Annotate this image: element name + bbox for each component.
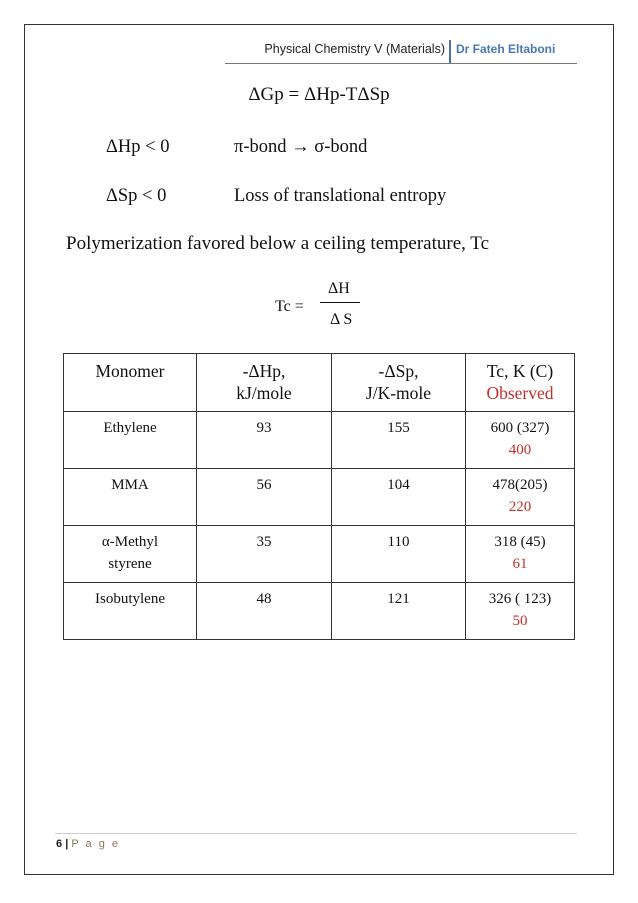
tc-numerator: ΔH: [328, 280, 350, 297]
table-header-row: [64, 354, 575, 412]
ceiling-temperature-table: [63, 353, 575, 640]
page-number: 6: [56, 838, 63, 850]
bond-conversion: π-bond → σ-bond: [234, 137, 368, 157]
tc-label: Tc =: [275, 298, 304, 315]
page-word: P a g e: [71, 838, 120, 850]
cell-tc: 600 (327) 400: [466, 412, 575, 469]
entropy-condition: ΔSp < 0: [106, 186, 167, 206]
fraction-bar: [320, 302, 360, 303]
entropy-explanation: Loss of translational entropy: [234, 186, 447, 206]
cell-monomer: Isobutylene: [64, 583, 197, 640]
cell-entropy: 155: [332, 412, 466, 469]
cell-monomer: MMA: [64, 469, 197, 526]
cell-monomer: α-Methyl styrene: [64, 526, 197, 583]
enthalpy-condition: ΔHp < 0: [106, 137, 170, 157]
cell-enthalpy: 35: [197, 526, 332, 583]
cell-enthalpy: 56: [197, 469, 332, 526]
header-tc: Tc, K (C) Observed: [466, 354, 575, 412]
header-enthalpy: -ΔHp, kJ/mole: [197, 354, 332, 412]
cell-tc: 478(205) 220: [466, 469, 575, 526]
header-monomer: Monomer: [64, 354, 197, 412]
table-row: [64, 469, 575, 526]
header-divider: [449, 40, 451, 64]
footer-rule: [55, 833, 577, 834]
table-row: [64, 412, 575, 469]
ceiling-temperature-statement: Polymerization favored below a ceiling temperature, Tc: [66, 233, 490, 254]
header-entropy: -ΔSp, J/K-mole: [332, 354, 466, 412]
table-row: [64, 583, 575, 640]
page-header: [0, 40, 638, 64]
page-footer: [56, 838, 120, 850]
header-rule: [225, 63, 577, 64]
header-author: Dr Fateh Eltaboni: [456, 42, 556, 56]
tc-denominator: Δ S: [330, 311, 353, 328]
cell-entropy: 110: [332, 526, 466, 583]
cell-entropy: 104: [332, 469, 466, 526]
cell-entropy: 121: [332, 583, 466, 640]
footer-separator: |: [65, 838, 69, 850]
header-title: Physical Chemistry V (Materials): [264, 42, 445, 56]
cell-enthalpy: 48: [197, 583, 332, 640]
cell-tc: 326 ( 123) 50: [466, 583, 575, 640]
cell-monomer: Ethylene: [64, 412, 197, 469]
cell-enthalpy: 93: [197, 412, 332, 469]
gibbs-equation: ΔGp = ΔHp-TΔSp: [248, 84, 390, 105]
table-row: [64, 526, 575, 583]
cell-tc: 318 (45) 61: [466, 526, 575, 583]
